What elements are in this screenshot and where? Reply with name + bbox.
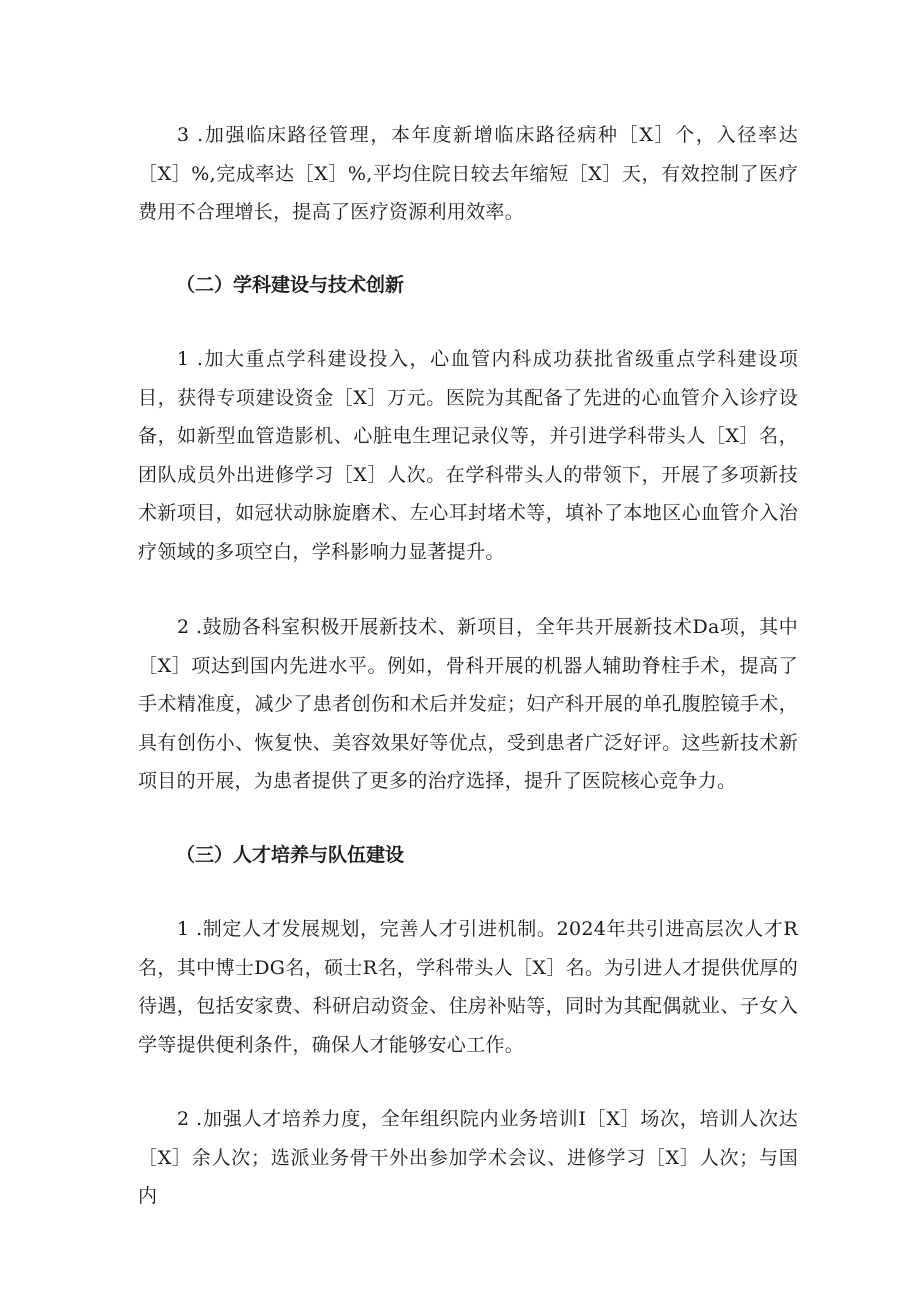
section-heading-discipline-construction: （二）学科建设与技术创新 [176, 274, 405, 296]
section-heading-talent-training: （三）人才培养与队伍建设 [176, 844, 405, 866]
paragraph-talent-training: 2 .加强人才培养力度，全年组织院内业务培训I［X］场次，培训人次达［X］余人次；选派业务骨干外出参加学术会议、进修学习［X］人次；与国内 [138, 1108, 798, 1207]
paragraph-clinical-pathway: 3 .加强临床路径管理，本年度新增临床路径病种［X］个，入径率达［X］%,完成率达［X］%,平均住院日较去年缩短［X］天，有效控制了医疗费用不合理增长，提高了医疗资源利用效率。 [138, 124, 798, 223]
paragraph-key-discipline: 1 .加大重点学科建设投入，心血管内科成功获批省级重点学科建设项目，获得专项建设资金［X］万元。医院为其配备了先进的心血管介入诊疗设备，如新型血管造影机、心脏电生理记录仪等，并引进学科带头人［X］名，团队成员外出进修学习［X］人次。在学科带头人的带领下，开展了多项新技术新项目，如冠状动脉旋磨术、左心耳封堵术等，填补了本地区心血管介入治疗领域的多项空白，学科影响力显著提升。 [138, 348, 798, 563]
paragraph-new-technology: 2 .鼓励各科室积极开展新技术、新项目，全年共开展新技术Da项，其中［X］项达到国内先进水平。例如，骨科开展的机器人辅助脊柱手术，提高了手术精准度，减少了患者创伤和术后并发症；妇产科开展的单孔腹腔镜手术，具有创伤小、恢复快、美容效果好等优点，受到患者广泛好评。这些新技术新项目的开展，为患者提供了更多的治疗选择，提升了医院核心竞争力。 [138, 616, 798, 792]
paragraph-talent-plan: 1 .制定人才发展规划，完善人才引进机制。2024年共引进高层次人才R名，其中博士DG名，硕士R名，学科带头人［X］名。为引进人才提供优厚的待遇，包括安家费、科研启动资金、住房补贴等，同时为其配偶就业、子女入学等提供便利条件，确保人才能够安心工作。 [138, 918, 798, 1056]
